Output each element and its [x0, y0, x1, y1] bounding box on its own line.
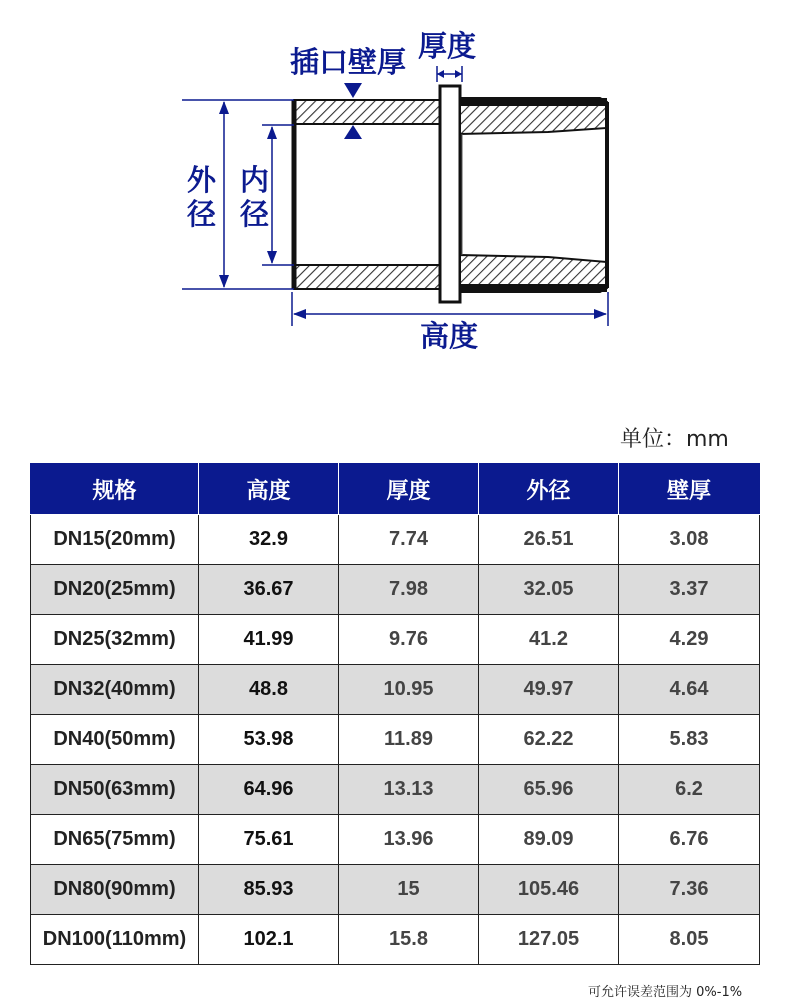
cell-spec: DN100(110mm) — [31, 915, 199, 965]
table-header-row — [31, 464, 760, 515]
cell-spec: DN25(32mm) — [31, 615, 199, 665]
cell-spec: DN20(25mm) — [31, 565, 199, 615]
wall-arrow-down — [344, 83, 362, 98]
cell-outer-diameter: 26.51 — [479, 515, 619, 565]
cell-wall-thickness: 6.2 — [619, 765, 760, 815]
cell-thickness: 7.98 — [339, 565, 479, 615]
fitting-diagram — [0, 0, 790, 380]
cell-spec: DN65(75mm) — [31, 815, 199, 865]
cell-thickness: 13.96 — [339, 815, 479, 865]
inner-diameter-label-2: 径 — [240, 197, 270, 231]
cell-outer-diameter: 41.2 — [479, 615, 619, 665]
wall-thickness-label: 插口壁厚 — [290, 45, 407, 79]
cell-outer-diameter: 32.05 — [479, 565, 619, 615]
outer-diameter-label-1: 外 — [187, 163, 217, 197]
table-row — [31, 915, 760, 965]
cell-wall-thickness: 4.29 — [619, 615, 760, 665]
cell-thickness: 10.95 — [339, 665, 479, 715]
cell-spec: DN50(63mm) — [31, 765, 199, 815]
header-thickness: 厚度 — [339, 464, 479, 515]
tolerance-note: 可允许误差范围为 0%-1% — [588, 985, 743, 1000]
spec-table — [30, 463, 760, 965]
cell-height: 53.98 — [199, 715, 339, 765]
header-height: 高度 — [199, 464, 339, 515]
table-row — [31, 715, 760, 765]
table-row — [31, 515, 760, 565]
cell-wall-thickness: 6.76 — [619, 815, 760, 865]
cell-thickness: 13.13 — [339, 765, 479, 815]
cell-thickness: 7.74 — [339, 515, 479, 565]
cell-outer-diameter: 62.22 — [479, 715, 619, 765]
cell-spec: DN32(40mm) — [31, 665, 199, 715]
spigot-body — [460, 98, 607, 292]
height-label: 高度 — [420, 319, 479, 353]
table-row — [31, 665, 760, 715]
unit-label: 单位：mm — [620, 427, 729, 452]
cell-outer-diameter: 105.46 — [479, 865, 619, 915]
cell-spec: DN40(50mm) — [31, 715, 199, 765]
cell-wall-thickness: 3.08 — [619, 515, 760, 565]
cell-height: 32.9 — [199, 515, 339, 565]
cell-outer-diameter: 49.97 — [479, 665, 619, 715]
cell-wall-thickness: 4.64 — [619, 665, 760, 715]
cell-thickness: 11.89 — [339, 715, 479, 765]
cell-height: 64.96 — [199, 765, 339, 815]
cell-outer-diameter: 127.05 — [479, 915, 619, 965]
wall-arrow-up — [344, 125, 362, 139]
table-row — [31, 815, 760, 865]
cell-height: 85.93 — [199, 865, 339, 915]
cell-outer-diameter: 65.96 — [479, 765, 619, 815]
header-spec: 规格 — [31, 464, 199, 515]
cell-wall-thickness: 5.83 — [619, 715, 760, 765]
cell-height: 48.8 — [199, 665, 339, 715]
cell-height: 75.61 — [199, 815, 339, 865]
inner-diameter-label-1: 内 — [240, 163, 270, 197]
cell-spec: DN15(20mm) — [31, 515, 199, 565]
cell-thickness: 15.8 — [339, 915, 479, 965]
flange — [440, 86, 460, 302]
cell-wall-thickness: 3.37 — [619, 565, 760, 615]
table-row — [31, 765, 760, 815]
thickness-label: 厚度 — [418, 29, 477, 63]
socket-body — [294, 100, 440, 289]
cell-thickness: 15 — [339, 865, 479, 915]
cell-wall-thickness: 8.05 — [619, 915, 760, 965]
cell-thickness: 9.76 — [339, 615, 479, 665]
header-wall-thickness: 壁厚 — [619, 464, 760, 515]
cell-height: 102.1 — [199, 915, 339, 965]
cell-wall-thickness: 7.36 — [619, 865, 760, 915]
table-row — [31, 565, 760, 615]
cell-height: 41.99 — [199, 615, 339, 665]
cell-spec: DN80(90mm) — [31, 865, 199, 915]
table-row — [31, 865, 760, 915]
table-row — [31, 615, 760, 665]
cell-outer-diameter: 89.09 — [479, 815, 619, 865]
header-outer-diameter: 外径 — [479, 464, 619, 515]
outer-diameter-label-2: 径 — [187, 197, 217, 231]
cell-height: 36.67 — [199, 565, 339, 615]
